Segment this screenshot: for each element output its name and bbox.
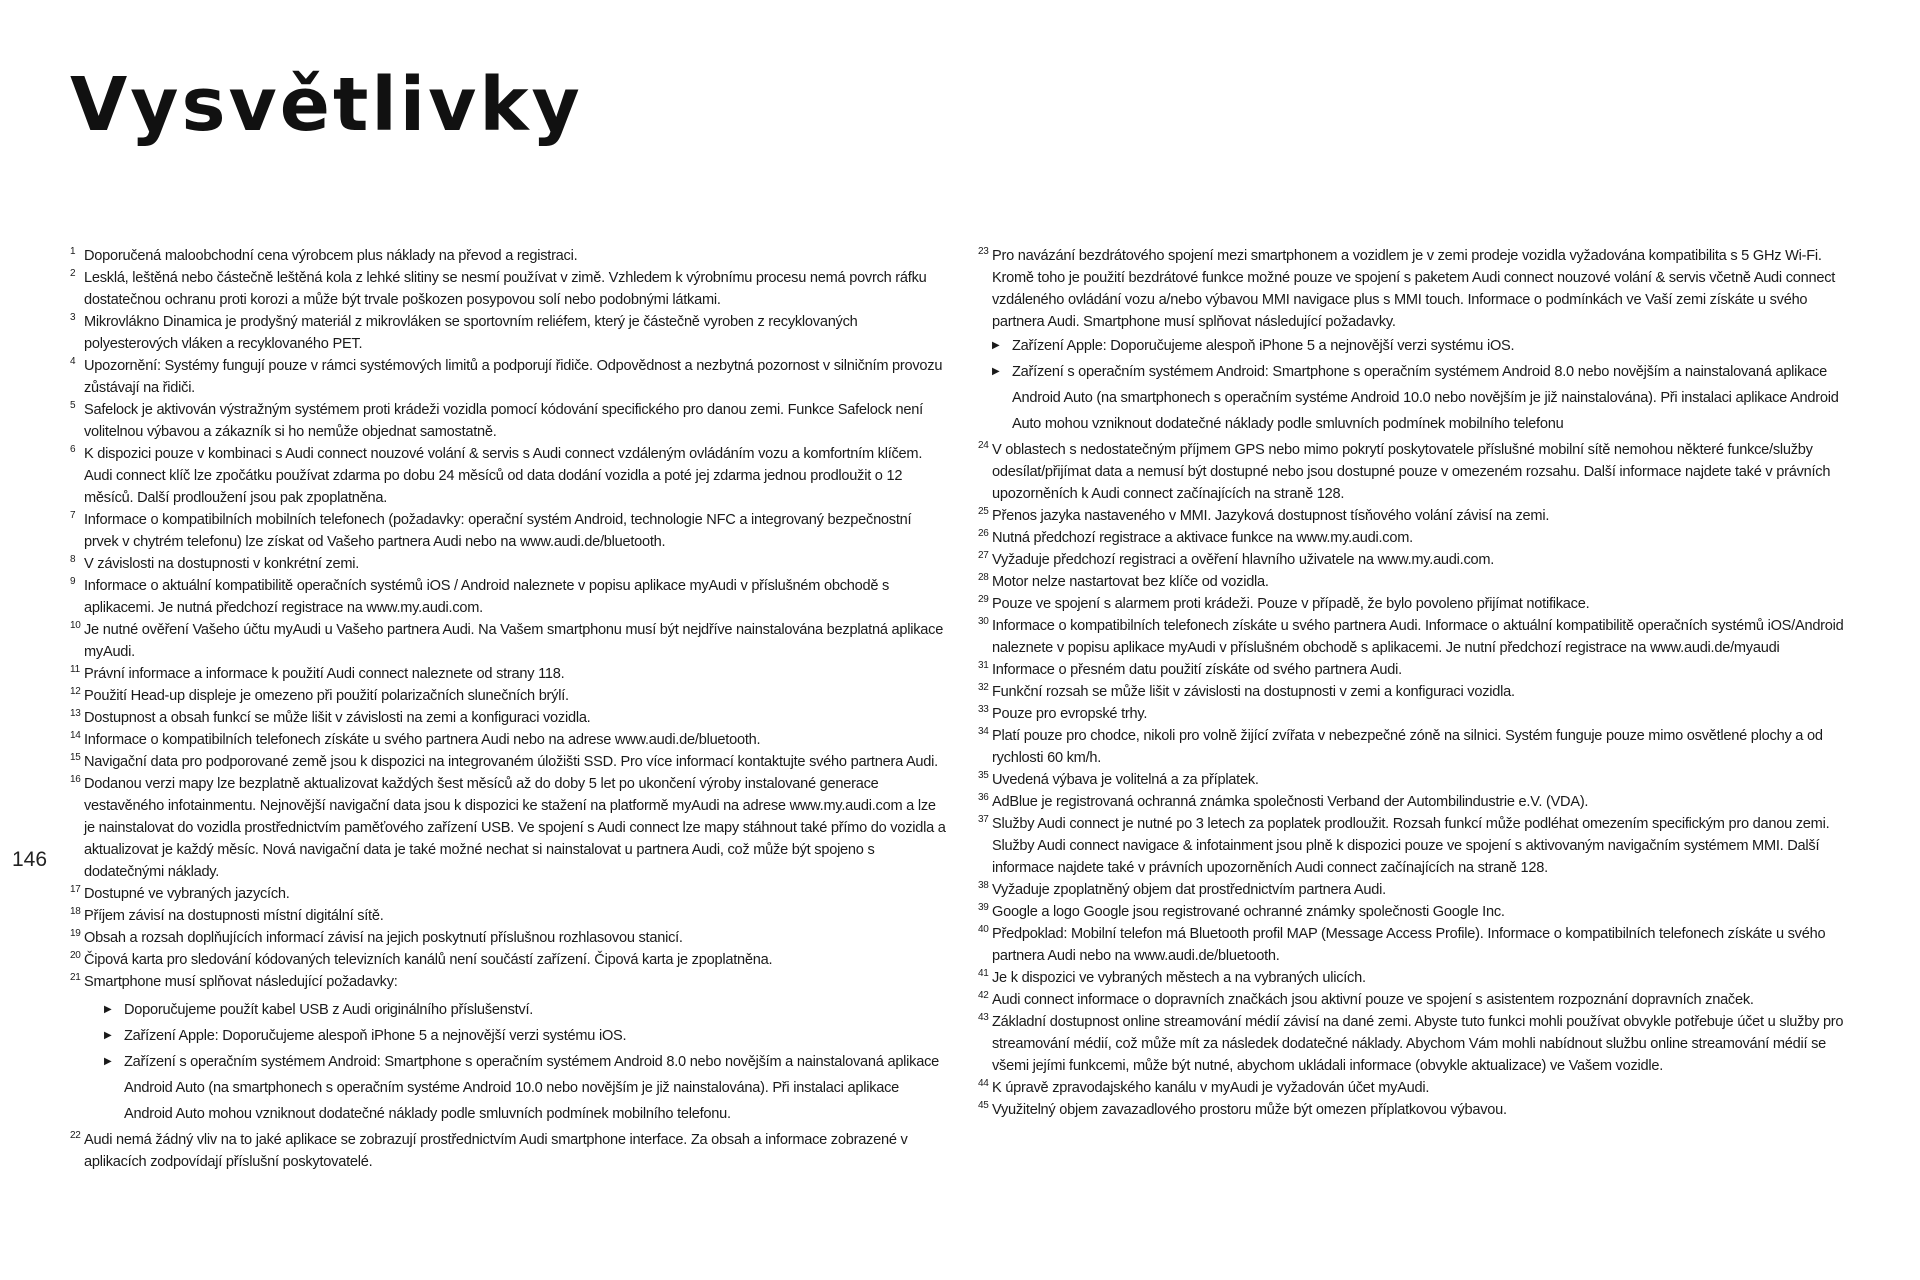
footnote bbox=[70, 553, 946, 575]
footnote-text: Předpoklad: Mobilní telefon má Bluetooth profil MAP (Message Access Profile). Informace o kompatibilních telefonech získáte u svého partnera Audi nebo na www.audi.de/bluetooth. bbox=[992, 926, 1826, 964]
footnote-text: Obsah a rozsah doplňujících informací závisí na jejich poskytnutí příslušnou rozhlasovou stanicí. bbox=[84, 930, 683, 946]
footnote bbox=[978, 439, 1854, 505]
footnote bbox=[978, 879, 1854, 901]
bullet-list bbox=[978, 333, 1854, 437]
footnote-text: Informace o kompatibilních telefonech získáte u svého partnera Audi. Informace o aktuální kompatibilitě operačních systémů iOS/Android naleznete v popisu aplikace myAudi v příslušném obchodě s aplikacemi. Je nutní předchozí registrace na www.audi.de/myaudi bbox=[992, 618, 1844, 656]
footnote-number: 19 bbox=[70, 928, 81, 939]
footnote-number: 38 bbox=[978, 880, 989, 891]
footnote-text: Informace o aktuální kompatibilitě operačních systémů iOS / Android naleznete v popisu aplikace myAudi v příslušném obchodě s aplikacemi. Je nutná předchozí registrace na www.my.audi.com. bbox=[84, 578, 890, 616]
footnote-number: 14 bbox=[70, 730, 81, 741]
bullet-text: Zařízení Apple: Doporučujeme alespoň iPhone 5 a nejnovější verzi systému iOS. bbox=[1012, 338, 1515, 354]
footnote-number: 21 bbox=[70, 972, 81, 983]
footnote-text: Služby Audi connect je nutné po 3 letech za poplatek prodloužit. Rozsah funkcí může podléhat omezením specifickým pro danou zemi. Služby Audi connect navigace & infotainment jsou plně k dispozici pouze ve spojení s aktivovaným navigačním systémem MMI. Další informace najdete také v právních upozorněních Audi connect začínajících na straně 128. bbox=[992, 816, 1830, 876]
footnote-text: Pouze ve spojení s alarmem proti krádeži. Pouze v případě, že bylo povoleno přijímat notifikace. bbox=[992, 596, 1590, 612]
footnote-text: AdBlue je registrovaná ochranná známka společnosti Verband der Autombilindustrie e.V. (VDA). bbox=[992, 794, 1589, 810]
footnote-number: 28 bbox=[978, 572, 989, 583]
footnote-number: 20 bbox=[70, 950, 81, 961]
footnote bbox=[70, 399, 946, 443]
footnote-text: Je k dispozici ve vybraných městech a na vybraných ulicích. bbox=[992, 970, 1366, 986]
footnote-text: Použití Head-up displeje je omezeno při použití polarizačních slunečních brýlí. bbox=[84, 688, 569, 704]
bullet-item bbox=[104, 1023, 946, 1049]
footnote-text: V závislosti na dostupnosti v konkrétní zemi. bbox=[84, 556, 360, 572]
footnote-text: V oblastech s nedostatečným příjmem GPS nebo mimo pokrytí poskytovatele příslušné mobilní sítě nemohou některé funkce/služby odesílat/přijímat data a nemusí být dostupné nebo jsou dostupné pouze v omezeném rozsahu. Další informace najdete také v právních upozorněních k Audi connect začínajících na straně 128. bbox=[992, 442, 1831, 502]
footnote-text: Platí pouze pro chodce, nikoli pro volně žijící zvířata v nebezpečné zóně na silnici. Systém funguje pouze mimo osvětlené plochy a od rychlosti 60 km/h. bbox=[992, 728, 1823, 766]
footnote bbox=[978, 549, 1854, 571]
footnote-text: Safelock je aktivován výstražným systémem proti krádeži vozidla pomocí kódování specifického pro danou zemi. Funkce Safelock není volitelnou výbavou a zákazník si ho nemůže objednat samostatně. bbox=[84, 402, 923, 440]
footnote-text: Uvedená výbava je volitelná a za příplatek. bbox=[992, 772, 1259, 788]
page-title: Vysvětlivky bbox=[70, 62, 583, 148]
footnote-text: Právní informace a informace k použití Audi connect naleznete od strany 118. bbox=[84, 666, 565, 682]
footnote bbox=[978, 1011, 1854, 1077]
footnote bbox=[978, 571, 1854, 593]
footnote-text: Navigační data pro podporované země jsou k dispozici na integrovaném úložišti SSD. Pro více informací kontaktujte svého partnera Audi. bbox=[84, 754, 938, 770]
footnote-text: Pro navázání bezdrátového spojení mezi smartphonem a vozidlem je v zemi prodeje vozidla vyžadována kompatibilita s 5 GHz Wi-Fi. Kromě toho je použití bezdrátové funkce možné pouze ve spojení s paketem Audi connect nouzové volání & servis včetně Audi connect vzdáleného ovládání vozu a/nebo výbavou MMI navigace plus s MMI touch. Informace o podmínkách ve Vaší zemi získáte u svého partnera Audi. Smartphone musí splňovat následující požadavky. bbox=[992, 248, 1836, 330]
footnote-number: 23 bbox=[978, 246, 989, 257]
footnote bbox=[70, 729, 946, 751]
footnote bbox=[70, 1129, 946, 1173]
footnote bbox=[70, 971, 946, 993]
footnote-number: 35 bbox=[978, 770, 989, 781]
footnote-number: 43 bbox=[978, 1012, 989, 1023]
bullet-text: Zařízení s operačním systémem Android: Smartphone s operačním systémem Android 8.0 nebo novějším a nainstalovaná aplikace Android Auto (na smartphonech s operačním systéme Android 10.0 nebo novějším je již nainstalována). Při instalaci aplikace Android Auto mohou vzniknout dodatečné náklady podle smluvních podmínek mobilního telefonu bbox=[1012, 364, 1839, 432]
footnote-text: Funkční rozsah se může lišit v závislosti na dostupnosti v zemi a konfiguraci vozidla. bbox=[992, 684, 1515, 700]
footnote-number: 40 bbox=[978, 924, 989, 935]
bullet-item bbox=[104, 997, 946, 1023]
footnote bbox=[978, 725, 1854, 769]
footnote-number: 30 bbox=[978, 616, 989, 627]
bullet-item bbox=[104, 1049, 946, 1127]
footnote bbox=[978, 901, 1854, 923]
footnote-number: 25 bbox=[978, 506, 989, 517]
footnotes-right-column bbox=[978, 245, 1854, 1121]
footnote-text: Lesklá, leštěná nebo částečně leštěná kola z lehké slitiny se nesmí používat v zimě. Vzhledem k výrobnímu procesu nemá povrch ráfku dostatečnou ochranu proti korozi a může být trvale poškozen posypovou solí nebo podobnými látkami. bbox=[84, 270, 927, 308]
footnote bbox=[978, 527, 1854, 549]
footnote-text: Informace o kompatibilních mobilních telefonech (požadavky: operační systém Android, technologie NFC a integrovaný bezpečnostní prvek v chytrém telefonu) lze získat od Vašeho partnera Audi nebo na www.audi.de/bluetooth. bbox=[84, 512, 912, 550]
footnote-number: 7 bbox=[70, 510, 76, 521]
footnote-text: Využitelný objem zavazadlového prostoru může být omezen příplatkovou výbavou. bbox=[992, 1102, 1507, 1118]
footnote-number: 41 bbox=[978, 968, 989, 979]
footnote-number: 3 bbox=[70, 312, 76, 323]
footnote-text: Pouze pro evropské trhy. bbox=[992, 706, 1148, 722]
footnote bbox=[70, 245, 946, 267]
footnote-number: 22 bbox=[70, 1130, 81, 1141]
triangle-bullet-icon: ▶ bbox=[992, 366, 1000, 377]
footnote-text: K dispozici pouze v kombinaci s Audi connect nouzové volání & servis s Audi connect vzdáleným ovládáním vozu a komfortním klíčem. Audi connect klíč lze zpočátku používat zdarma po dobu 24 měsíců od data dodání vozidla a poté jej zdarma jednou prodloužit o 12 měsíců. Další prodloužení jsou pak zpoplatněna. bbox=[84, 446, 923, 506]
footnote bbox=[978, 703, 1854, 725]
footnote bbox=[978, 769, 1854, 791]
footnote-text: K úpravě zpravodajského kanálu v myAudi je vyžadován účet myAudi. bbox=[992, 1080, 1430, 1096]
footnote-text: Dodanou verzi mapy lze bezplatně aktualizovat každých šest měsíců až do doby 5 let po ukončení výroby instalované generace vestavěného infotainmentu. Nejnovější navigační data jsou k dispozici ke stažení na platformě myAudi na adrese www.my.audi.com a lze je nainstalovat do vozidla prostřednictvím paměťového zařízení USB. Ve spojení s Audi connect lze mapy stáhnout také přímo do vozidla a aktualizovat je každý měsíc. Nová navigační data je také možné nechat si nainstalovat u partnera Audi, což může být spojeno s dodatečnými náklady. bbox=[84, 776, 946, 880]
footnote-number: 5 bbox=[70, 400, 76, 411]
footnote-text: Motor nelze nastartovat bez klíče od vozidla. bbox=[992, 574, 1269, 590]
footnote-number: 42 bbox=[978, 990, 989, 1001]
footnote bbox=[70, 949, 946, 971]
footnote-text: Čipová karta pro sledování kódovaných televizních kanálů není součástí zařízení. Čipová karta je zpoplatněna. bbox=[84, 952, 773, 968]
footnote-number: 17 bbox=[70, 884, 81, 895]
footnote-number: 37 bbox=[978, 814, 989, 825]
footnote-number: 13 bbox=[70, 708, 81, 719]
bullet-text: Doporučujeme použít kabel USB z Audi originálního příslušenství. bbox=[124, 1002, 534, 1018]
footnote bbox=[70, 773, 946, 883]
bullet-text: Zařízení s operačním systémem Android: Smartphone s operačním systémem Android 8.0 nebo novějším a nainstalovaná aplikace Android Auto (na smartphonech s operačním systéme Android 10.0 nebo novějším je již nainstalována). Při instalaci aplikace Android Auto mohou vzniknout dodatečné náklady podle smluvních podmínek mobilního telefonu. bbox=[124, 1054, 939, 1122]
triangle-bullet-icon: ▶ bbox=[104, 1004, 112, 1015]
footnote bbox=[70, 905, 946, 927]
footnote-number: 12 bbox=[70, 686, 81, 697]
footnote bbox=[70, 355, 946, 399]
footnote bbox=[978, 681, 1854, 703]
footnote-number: 27 bbox=[978, 550, 989, 561]
footnote-text: Informace o přesném datu použití získáte od svého partnera Audi. bbox=[992, 662, 1402, 678]
footnote-text: Nutná předchozí registrace a aktivace funkce na www.my.audi.com. bbox=[992, 530, 1413, 546]
footnote bbox=[70, 443, 946, 509]
footnote-text: Přenos jazyka nastaveného v MMI. Jazyková dostupnost tísňového volání závisí na zemi. bbox=[992, 508, 1550, 524]
footnote-text: Příjem závisí na dostupnosti místní digitální sítě. bbox=[84, 908, 384, 924]
page-number: 146 bbox=[12, 848, 48, 871]
footnote-number: 24 bbox=[978, 440, 989, 451]
footnote-number: 10 bbox=[70, 620, 81, 631]
footnote-number: 26 bbox=[978, 528, 989, 539]
footnote-number: 45 bbox=[978, 1100, 989, 1111]
footnote-text: Audi nemá žádný vliv na to jaké aplikace se zobrazují prostřednictvím Audi smartphone interface. Za obsah a informace zobrazené v aplikacích zodpovídají příslušní poskytovatelé. bbox=[84, 1132, 908, 1170]
footnote-number: 15 bbox=[70, 752, 81, 763]
footnote bbox=[70, 685, 946, 707]
footnote-number: 8 bbox=[70, 554, 76, 565]
footnote-text: Mikrovlákno Dinamica je prodyšný materiál z mikrovláken se sportovním reliéfem, který je částečně vyroben z recyklovaných polyesterových vláken a recyklovaného PET. bbox=[84, 314, 858, 352]
footnote-text: Audi connect informace o dopravních značkách jsou aktivní pouze ve spojení s asistentem rozpoznání dopravních značek. bbox=[992, 992, 1754, 1008]
footnote-number: 11 bbox=[70, 664, 80, 675]
bullet-item bbox=[992, 359, 1854, 437]
footnote bbox=[978, 505, 1854, 527]
footnote bbox=[978, 923, 1854, 967]
footnote bbox=[70, 575, 946, 619]
footnote bbox=[978, 791, 1854, 813]
footnote-text: Je nutné ověření Vašeho účtu myAudi u Vašeho partnera Audi. Na Vašem smartphonu musí být nejdříve nainstalována bezplatná aplikace myAudi. bbox=[84, 622, 944, 660]
footnote-number: 34 bbox=[978, 726, 989, 737]
footnote-number: 44 bbox=[978, 1078, 989, 1089]
bullet-list bbox=[70, 997, 946, 1127]
footnote-number: 2 bbox=[70, 268, 76, 279]
footnote-number: 33 bbox=[978, 704, 989, 715]
footnote bbox=[70, 619, 946, 663]
footnote-text: Základní dostupnost online streamování médií závisí na dané zemi. Abyste tuto funkci mohli používat obvykle potřebuje účet u služby pro streamování médií, což může mít za následek dodatečné náklady. Abychom Vám mohli nabídnout službu online streamování médií se všemi jejími funkcemi, může být nutné, abychom ukládali informace (obvykle aktualizace) ve Vašem vozidle. bbox=[992, 1014, 1844, 1074]
footnote-number: 18 bbox=[70, 906, 81, 917]
footnote-number: 29 bbox=[978, 594, 989, 605]
footnote bbox=[978, 659, 1854, 681]
footnote bbox=[978, 813, 1854, 879]
bullet-item bbox=[992, 333, 1854, 359]
triangle-bullet-icon: ▶ bbox=[992, 340, 1000, 351]
footnote-text: Upozornění: Systémy fungují pouze v rámci systémových limitů a podporují řidiče. Odpovědnost a nezbytná pozornost v silničním provozu zůstávají na řidiči. bbox=[84, 358, 943, 396]
footnote-text: Vyžaduje předchozí registraci a ověření hlavního uživatele na www.my.audi.com. bbox=[992, 552, 1495, 568]
footnote-number: 36 bbox=[978, 792, 989, 803]
footnote-number: 6 bbox=[70, 444, 76, 455]
footnote-text: Informace o kompatibilních telefonech získáte u svého partnera Audi nebo na adrese www.audi.de/bluetooth. bbox=[84, 732, 761, 748]
triangle-bullet-icon: ▶ bbox=[104, 1056, 112, 1067]
footnote-number: 31 bbox=[978, 660, 989, 671]
footnote-number: 16 bbox=[70, 774, 81, 785]
footnote-text: Vyžaduje zpoplatněný objem dat prostřednictvím partnera Audi. bbox=[992, 882, 1386, 898]
footnote bbox=[978, 1077, 1854, 1099]
footnote bbox=[978, 1099, 1854, 1121]
footnote bbox=[70, 267, 946, 311]
footnote bbox=[978, 967, 1854, 989]
footnote bbox=[70, 927, 946, 949]
footnote bbox=[978, 245, 1854, 333]
footnote bbox=[978, 593, 1854, 615]
footnote-number: 32 bbox=[978, 682, 989, 693]
footnote bbox=[70, 311, 946, 355]
footnote-number: 1 bbox=[70, 246, 76, 257]
footnote-number: 4 bbox=[70, 356, 76, 367]
footnote-text: Dostupnost a obsah funkcí se může lišit v závislosti na zemi a konfiguraci vozidla. bbox=[84, 710, 591, 726]
bullet-text: Zařízení Apple: Doporučujeme alespoň iPhone 5 a nejnovější verzi systému iOS. bbox=[124, 1028, 627, 1044]
footnote bbox=[978, 989, 1854, 1011]
footnote-text: Google a logo Google jsou registrované ochranné známky společnosti Google Inc. bbox=[992, 904, 1505, 920]
footnote-text: Doporučená maloobchodní cena výrobcem plus náklady na převod a registraci. bbox=[84, 248, 578, 264]
footnote-number: 39 bbox=[978, 902, 989, 913]
footnote-text: Dostupné ve vybraných jazycích. bbox=[84, 886, 290, 902]
footnotes-left-column bbox=[70, 245, 946, 1173]
footnote-number: 9 bbox=[70, 576, 76, 587]
footnote bbox=[978, 615, 1854, 659]
triangle-bullet-icon: ▶ bbox=[104, 1030, 112, 1041]
footnote bbox=[70, 883, 946, 905]
footnote bbox=[70, 751, 946, 773]
footnote-text: Smartphone musí splňovat následující požadavky: bbox=[84, 974, 398, 990]
footnote bbox=[70, 707, 946, 729]
footnote bbox=[70, 663, 946, 685]
footnote bbox=[70, 509, 946, 553]
